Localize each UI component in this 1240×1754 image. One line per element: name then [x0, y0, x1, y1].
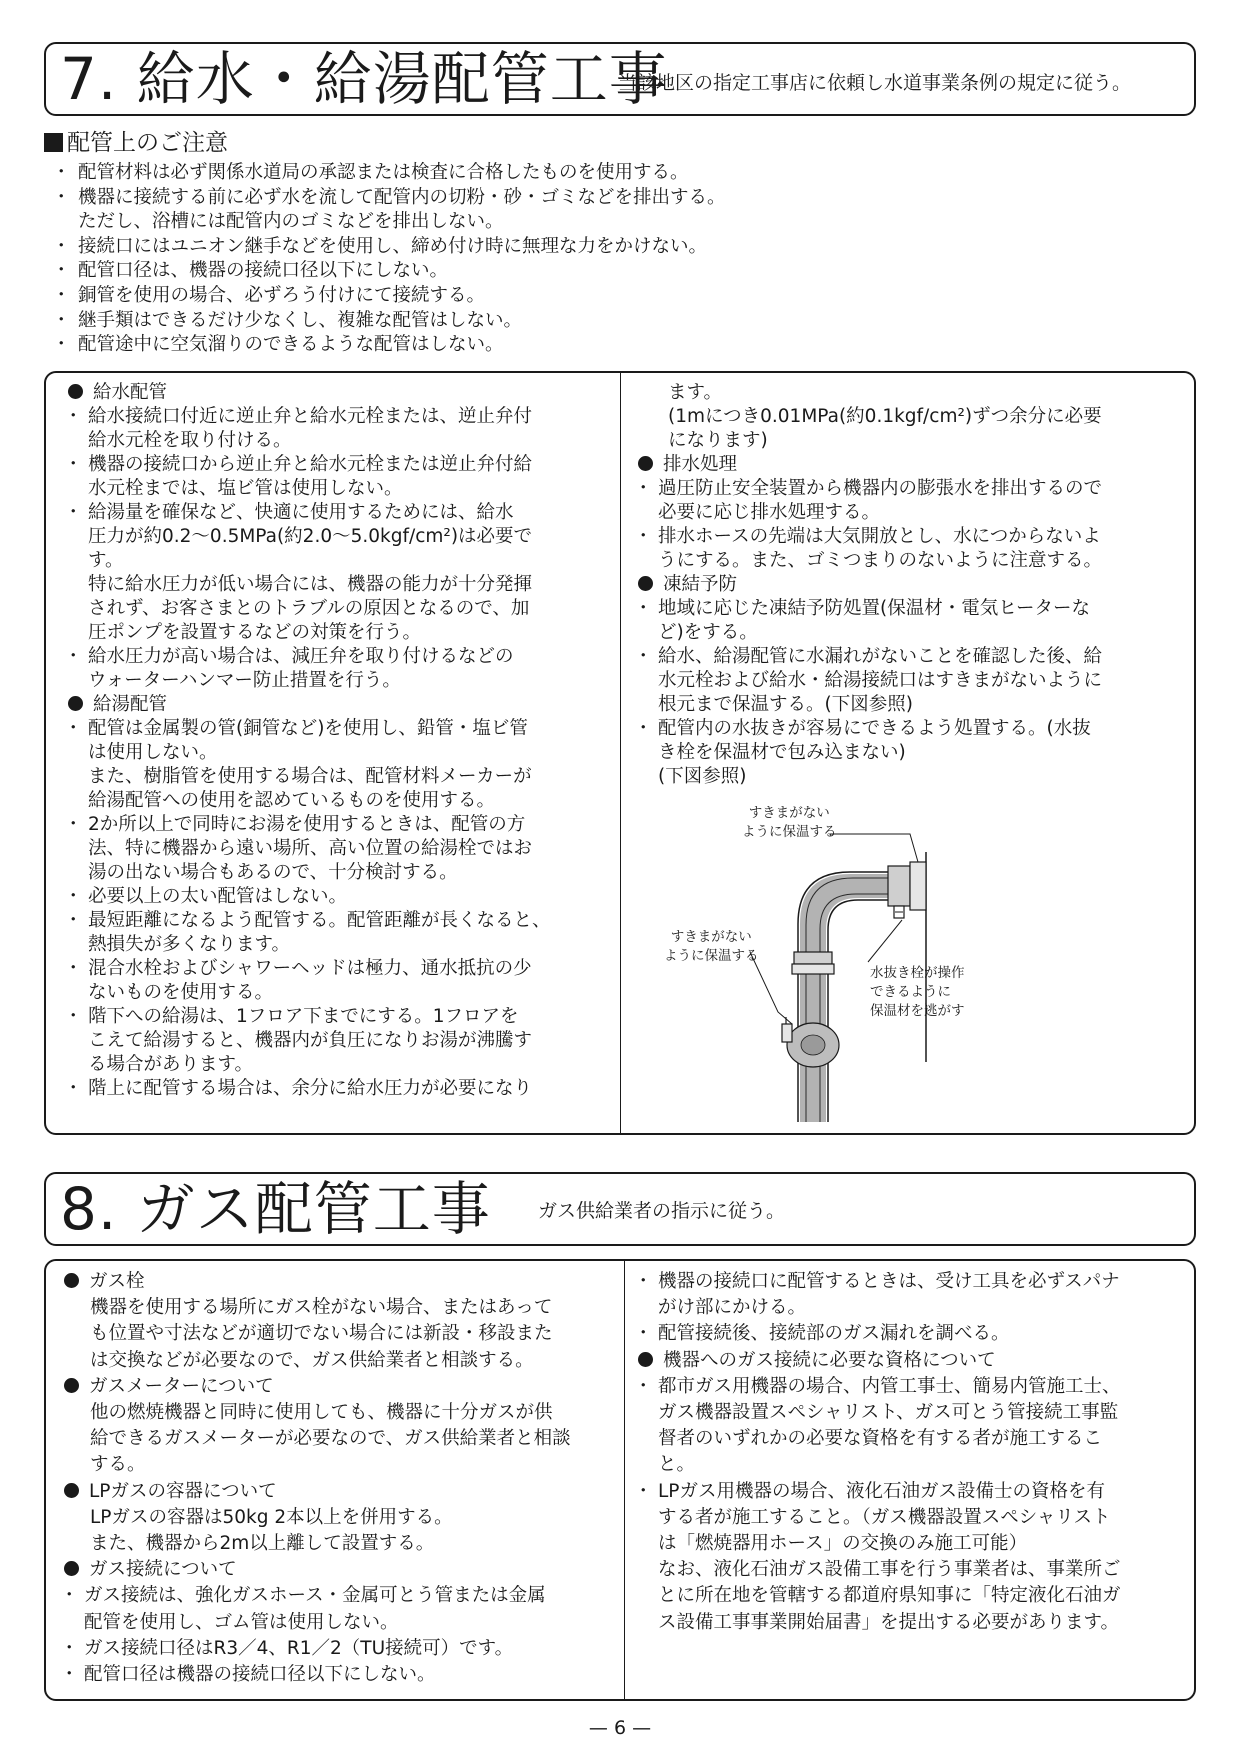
drainage-heading: 排水処理	[634, 453, 1184, 477]
hot-water-list	[64, 717, 614, 1101]
list-item: ・ 機器に接続する前に必ず水を流して配管内の切粉・砂・ゴミなどを排出する。 ただし、浴槽には配管内のゴミなどを排出しない。	[52, 186, 726, 235]
pipe-insulation-figure	[664, 805, 1120, 1122]
list-item: ・ 給水、給湯配管に水漏れがないことを確認した後、給 水元栓および給水・給湯接続口はすきまがないように 根元まで保温する。(下図参照)	[634, 645, 1184, 717]
section7-title: 7. 給水・給湯配管工事	[60, 45, 668, 113]
label-right: 水抜き栓が操作 できるように 保温材を逃がす	[870, 965, 965, 1019]
qualification-list	[634, 1374, 1190, 1636]
list-item: ・ 配管内の水抜きが容易にできるよう処置する。(水抜 き栓を保温材で包み込まない) (下図参照)	[634, 717, 1184, 789]
caution-heading: 配管上のご注意	[44, 132, 228, 155]
list-item: ・ 地域に応じた凍結予防処置(保温材・電気ヒーターな ど)をする。	[634, 597, 1184, 645]
bullet-dot-icon	[638, 456, 653, 471]
list-item: ・ 2か所以上で同時にお湯を使用するときは、配管の方 法、特に機器から遠い場所、高い位置の給湯栓ではお 湯の出ない場合もあるので、十分検討する。	[64, 813, 614, 885]
list-item: ・ 必要以上の太い配管はしない。	[64, 885, 614, 909]
section8-left-column	[60, 1269, 620, 1688]
list-item: ・ 配管口径は機器の接続口径以下にしない。	[60, 1662, 620, 1688]
section8-title: 8. ガス配管工事	[60, 1175, 491, 1243]
list-item: ・ ガス接続は、強化ガスホース・金属可とう管または金属 配管を使用し、ゴム管は使用しない。	[60, 1583, 620, 1635]
bullet-dot-icon	[64, 1561, 79, 1576]
bullet-dot-icon	[68, 384, 83, 399]
list-item: ・ LPガス用機器の場合、液化石油ガス設備士の資格を有 する者が施工すること。（ガス機器設置スペシャリスト は「燃焼器用ホース」の交換のみ施工可能） なお、液化石油ガス設備工事を行う事業者は、事業所ご とに所在地を管轄する都道府県知事に「特定液化石油ガ ス設備工事事業開始届書」を提出する必要があります。	[634, 1479, 1190, 1636]
section7-left-column	[64, 381, 614, 1101]
hot-water-continuation: ます。 (1mにつき0.01MPa(約0.1kgf/cm²)ずつ余分に必要 になります)	[668, 382, 1102, 451]
lp-container-heading: LPガスの容器について	[60, 1479, 620, 1505]
section8-note: ガス供給業者の指示に従う。	[538, 1200, 786, 1222]
qualification-heading: 機器へのガス接続に必要な資格について	[634, 1348, 1190, 1374]
gas-cock-text: 機器を使用する場所にガス栓がない場合、またはあって も位置や寸法などが適切でない場合には新設・移設また は交換などが必要なので、ガス供給業者と相談する。	[90, 1297, 553, 1371]
list-item: ・ 混合水栓およびシャワーヘッドは極力、通水抵抗の少 ないものを使用する。	[64, 957, 614, 1005]
section8-box	[44, 1259, 1196, 1701]
page-number: — 6 —	[588, 1717, 652, 1739]
gas-cock-heading: ガス栓	[60, 1269, 620, 1295]
gas-right-list	[634, 1269, 1190, 1348]
black-square-icon	[44, 133, 63, 152]
list-item: ・ 銅管を使用の場合、必ずろう付けにて接続する。	[52, 284, 726, 309]
freeze-heading: 凍結予防	[634, 573, 1184, 597]
gas-connection-list	[60, 1583, 620, 1688]
water-supply-heading: 給水配管	[64, 381, 614, 405]
label-top: すきまがない ように保温する	[742, 805, 837, 840]
list-item: ・ 給湯量を確保など、快適に使用するためには、給水 圧力が約0.2～0.5MPa(約2.0～5.0kgf/cm²)は必要で す。 特に給水圧力が低い場合には、機器の能力が十分発揮 されず、お客さまとのトラブルの原因となるので、加 圧ポンプを設置するなどの対策を行う。	[64, 501, 614, 645]
list-item: ・ 最短距離になるよう配管する。配管距離が長くなると、 熱損失が多くなります。	[64, 909, 614, 957]
label-left: すきまがない ように保温する	[664, 929, 759, 964]
bullet-dot-icon	[638, 1352, 653, 1367]
list-item: ・ 配管途中に空気溜りのできるような配管はしない。	[52, 333, 726, 358]
water-supply-list	[64, 405, 614, 693]
list-item: ・ 接続口にはユニオン継手などを使用し、締め付け時に無理な力をかけない。	[52, 235, 726, 260]
list-item: ・ 給水圧力が高い場合は、減圧弁を取り付けるなどの ウォーターハンマー防止措置を行う。	[64, 645, 614, 693]
section8-header	[44, 1172, 1196, 1246]
list-item: ・ 配管口径は、機器の接続口径以下にしない。	[52, 259, 726, 284]
caution-list	[52, 161, 726, 358]
bullet-dot-icon	[64, 1273, 79, 1288]
column-divider	[620, 373, 621, 1133]
drainage-list	[634, 477, 1184, 573]
list-item: ・ 給水接続口付近に逆止弁と給水元栓または、逆止弁付 給水元栓を取り付ける。	[64, 405, 614, 453]
list-item: ・ 過圧防止安全装置から機器内の膨張水を排出するので 必要に応じ排水処理する。	[634, 477, 1184, 525]
list-item: ・ 都市ガス用機器の場合、内管工事士、簡易内管施工士、 ガス機器設置スペシャリスト、ガス可とう管接続工事監 督者のいずれかの必要な資格を有する者が施工するこ と。	[634, 1374, 1190, 1479]
bullet-dot-icon	[64, 1483, 79, 1498]
gas-meter-heading: ガスメーターについて	[60, 1374, 620, 1400]
gas-connection-heading: ガス接続について	[60, 1557, 620, 1583]
list-item: ・ ガス接続口径はR3／4、R1／2（TU接続可）です。	[60, 1636, 620, 1662]
bullet-dot-icon	[64, 1378, 79, 1393]
list-item: ・ 配管接続後、接続部のガス漏れを調べる。	[634, 1321, 1190, 1347]
column-divider	[624, 1261, 625, 1699]
bullet-dot-icon	[68, 696, 83, 711]
bullet-dot-icon	[638, 576, 653, 591]
section7-right-column	[634, 381, 1184, 789]
list-item: ・ 階下への給湯は、1フロア下までにする。1フロアを こえて給湯すると、機器内が負圧になりお湯が沸騰す る場合があります。	[64, 1005, 614, 1077]
list-item: ・ 階上に配管する場合は、余分に給水圧力が必要になり	[64, 1077, 614, 1101]
lp-container-text: LPガスの容器は50kg 2本以上を併用する。 また、機器から2m以上離して設置する。	[90, 1506, 453, 1555]
list-item: ・ 継手類はできるだけ少なくし、複雑な配管はしない。	[52, 309, 726, 334]
list-item: ・ 配管材料は必ず関係水道局の承認または検査に合格したものを使用する。	[52, 161, 726, 186]
section8-right-column	[634, 1269, 1190, 1636]
section7-note: 当該地区の指定工事店に依頼し水道事業条例の規定に従う。	[618, 72, 1132, 94]
hot-water-heading: 給湯配管	[64, 693, 614, 717]
list-item: ・ 機器の接続口から逆止弁と給水元栓または逆止弁付給 水元栓までは、塩ビ管は使用しない。	[64, 453, 614, 501]
freeze-list	[634, 597, 1184, 789]
list-item: ・ 配管は金属製の管(銅管など)を使用し、鉛管・塩ビ管 は使用しない。 また、樹脂管を使用する場合は、配管材料メーカーが 給湯配管への使用を認めているものを使用する。	[64, 717, 614, 813]
section7-header	[44, 42, 1196, 116]
list-item: ・ 機器の接続口に配管するときは、受け工具を必ずスパナ がけ部にかける。	[634, 1269, 1190, 1321]
list-item: ・ 排水ホースの先端は大気開放とし、水につからないよ うにする。また、ゴミつまりのないように注意する。	[634, 525, 1184, 573]
gas-meter-text: 他の燃焼機器と同時に使用しても、機器に十分ガスが供 給できるガスメーターが必要なので、ガス供給業者と相談 する。	[90, 1402, 571, 1476]
